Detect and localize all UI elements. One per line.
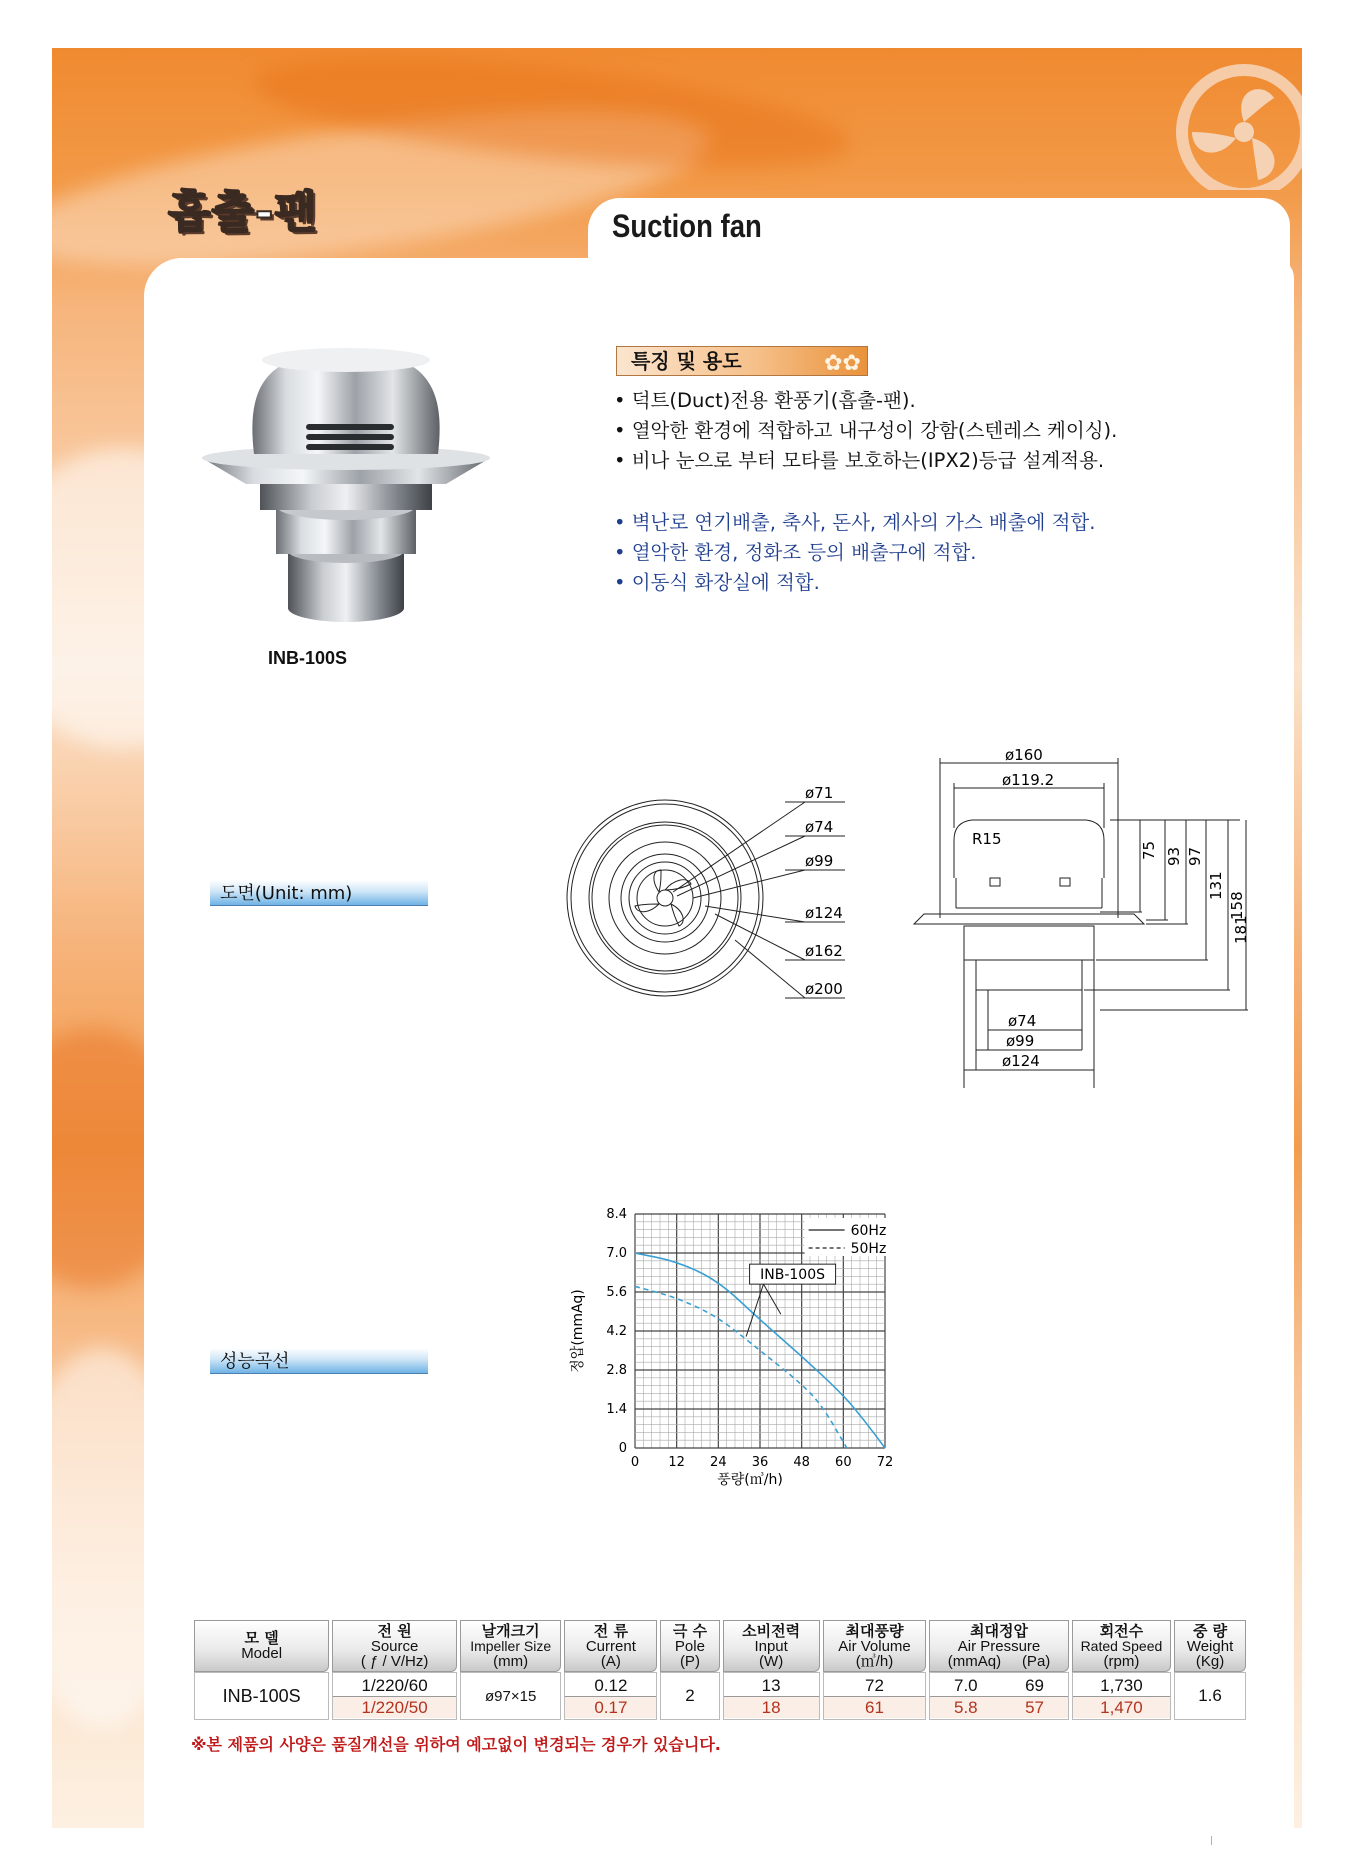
dim-height-158: 158 [1228, 891, 1246, 920]
page-mark: | [1210, 1836, 1214, 1846]
x-axis-label: 풍량(㎥/h) [717, 1472, 783, 1488]
header-model: 모 델 Model [194, 1620, 329, 1672]
chart-legend [805, 1218, 903, 1257]
spec-table [191, 1620, 1249, 1720]
y-tick-label: 4.2 [606, 1324, 627, 1339]
cell-air-volume: 72 61 [823, 1672, 927, 1720]
dim-bottom-124: ø124 [1002, 1052, 1040, 1070]
x-tick-label: 72 [876, 1455, 894, 1470]
header-pole: 극 수 Pole (P) [660, 1620, 719, 1672]
dim-height-75: 75 [1140, 840, 1158, 860]
dim-side-119: ø119.2 [1002, 771, 1055, 789]
use-item: • 열악한 환경, 정화조 등의 배출구에 적합. [614, 541, 977, 564]
cell-model: INB-100S [194, 1672, 329, 1720]
table-row [194, 1672, 1246, 1720]
top-view-drawing [565, 780, 865, 1020]
dim-top-200: ø200 [805, 980, 843, 998]
cell-air-pressure: 7.0 69 5.8 57 [929, 1672, 1068, 1720]
cell-current: 0.12 0.17 [564, 1672, 657, 1720]
legend-label: 60Hz [850, 1223, 887, 1239]
x-tick-label: 24 [710, 1455, 727, 1470]
annotation-leader [763, 1284, 780, 1314]
features-heading-text: 특징 및 용도 [631, 349, 742, 373]
dim-height-97: 97 [1186, 846, 1204, 866]
cell-source: 1/220/60 1/220/50 [332, 1672, 457, 1720]
x-tick-label: 60 [835, 1455, 852, 1470]
dim-height-181: 181 [1232, 915, 1250, 944]
side-view-drawing [910, 748, 1250, 1088]
dim-top-71: ø71 [805, 784, 834, 802]
performance-chart [560, 1196, 960, 1532]
x-tick-label: 0 [630, 1455, 640, 1470]
header-weight: 중 량 Weight (Kg) [1174, 1620, 1246, 1672]
cell-impeller: ø97×15 [460, 1672, 561, 1720]
product-model-label: INB-100S [268, 648, 348, 668]
features-heading [616, 346, 868, 376]
header-current: 전 류 Current (A) [564, 1620, 657, 1672]
table-header-row [194, 1620, 1246, 1672]
header-source: 전 원 Source ( ƒ / V/Hz) [332, 1620, 457, 1672]
use-item: • 이동식 화장실에 적합. [614, 571, 820, 594]
dim-side-160: ø160 [1005, 748, 1043, 764]
feature-item: • 열악한 환경에 적합하고 내구성이 강함(스텐레스 케이싱). [614, 419, 1118, 442]
cell-pole: 2 [660, 1672, 719, 1720]
feature-item: • 비나 눈으로 부터 모타를 보호하는(IPX2)등급 설계적용. [614, 449, 1105, 472]
legend-label: 50Hz [850, 1241, 887, 1257]
page-title-english: Suction fan [612, 208, 762, 244]
fan-logo-icon [1162, 50, 1302, 190]
dim-top-99: ø99 [805, 852, 834, 870]
x-tick-label: 12 [668, 1455, 685, 1470]
x-tick-label: 36 [751, 1455, 769, 1470]
flower-ornament-icon: ✿✿ [824, 351, 861, 376]
dim-height-131: 131 [1207, 871, 1225, 900]
y-tick-label: 1.4 [606, 1402, 627, 1417]
cell-weight: 1.6 [1174, 1672, 1246, 1720]
dim-top-74: ø74 [805, 818, 834, 836]
x-tick-label: 48 [793, 1455, 810, 1470]
y-tick-label: 2.8 [606, 1363, 627, 1378]
dim-top-124: ø124 [805, 904, 843, 922]
dim-bottom-74: ø74 [1008, 1012, 1037, 1030]
features-list [614, 386, 1117, 476]
drawing-heading: 도면(Unit: mm) [210, 880, 428, 906]
dim-bottom-99: ø99 [1006, 1032, 1035, 1050]
header-air-pressure: 최대정압 Air Pressure (mmAq) (Pa) [929, 1620, 1068, 1672]
header-rated-speed: 회전수 Rated Speed (rpm) [1072, 1620, 1171, 1672]
header-impeller: 날개크기 Impeller Size (mm) [460, 1620, 561, 1672]
header-air-volume: 최대풍량 Air Volume (㎥/h) [823, 1620, 927, 1672]
y-tick-label: 5.6 [606, 1285, 627, 1300]
y-axis-label: 정압(mmAq) [570, 1289, 586, 1373]
dim-height-93: 93 [1165, 846, 1183, 866]
y-tick-label: 8.4 [606, 1207, 627, 1222]
cell-input: 13 18 [723, 1672, 820, 1720]
product-photo [196, 346, 506, 636]
uses-list [614, 508, 1095, 598]
page-title-korean: 흡출-팬 [168, 187, 318, 238]
annotation-label: INB-100S [760, 1267, 826, 1284]
spec-change-notice: ※본 제품의 사양은 품질개선을 위하여 예고없이 변경되는 경우가 있습니다. [191, 1735, 721, 1754]
dim-top-162: ø162 [805, 942, 843, 960]
y-tick-label: 0 [618, 1441, 627, 1456]
dim-side-r15: R15 [972, 830, 1002, 848]
use-item: • 벽난로 연기배출, 축사, 돈사, 계사의 가스 배출에 적합. [614, 511, 1096, 534]
series-line-50hz [635, 1286, 847, 1448]
feature-item: • 덕트(Duct)전용 환풍기(흡출-팬). [614, 389, 916, 412]
cell-rated-speed: 1,730 1,470 [1072, 1672, 1171, 1720]
performance-heading: 성능곡선 [210, 1348, 428, 1374]
y-tick-label: 7.0 [606, 1246, 627, 1261]
header-input: 소비전력 Input (W) [723, 1620, 820, 1672]
